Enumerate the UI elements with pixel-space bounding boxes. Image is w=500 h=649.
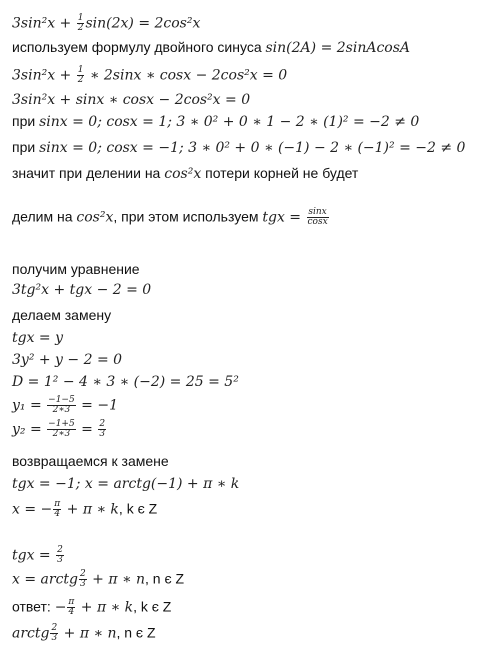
math-expression: 3tg²x + tgx − 2 = 0 bbox=[12, 282, 152, 298]
math-expression: − bbox=[54, 599, 67, 616]
solution-line bbox=[12, 308, 111, 324]
fraction-numerator: 2 bbox=[57, 545, 63, 555]
fraction-numerator: −1−5 bbox=[48, 395, 75, 405]
text-run: , k є Z bbox=[118, 500, 158, 517]
solution-line bbox=[12, 14, 200, 34]
fraction bbox=[47, 420, 76, 440]
text-run: , n є Z bbox=[145, 570, 185, 587]
text-run: , n є Z bbox=[116, 624, 156, 641]
math-expression: arctg bbox=[12, 625, 50, 642]
math-expression: cos²x bbox=[164, 166, 202, 182]
fraction bbox=[79, 570, 87, 590]
solution-line bbox=[12, 500, 157, 520]
solution-line bbox=[12, 40, 410, 56]
fraction-numerator: 2 bbox=[80, 569, 86, 579]
fraction-numerator: π bbox=[54, 499, 61, 509]
solution-line bbox=[12, 546, 65, 566]
solution-line bbox=[12, 330, 63, 346]
math-expression: tgx = bbox=[262, 209, 306, 226]
math-expression: sin(2x) = 2cos²x bbox=[85, 15, 201, 32]
math-expression: 3sin²x + sinx ∗ cosx − 2cos²x = 0 bbox=[12, 92, 251, 108]
text-run: используем формулу двойного синуса bbox=[12, 39, 266, 55]
fraction-denominator: 4 bbox=[68, 607, 75, 618]
solution-line bbox=[12, 282, 151, 298]
fraction-numerator: sinx bbox=[308, 207, 327, 217]
fraction-denominator: 2∗3 bbox=[52, 429, 71, 440]
solution-line bbox=[12, 374, 239, 390]
math-expression: 3y² + y − 2 = 0 bbox=[12, 352, 123, 368]
fraction-denominator: 3 bbox=[80, 579, 86, 590]
solution-line bbox=[12, 208, 330, 228]
fraction-numerator: −1+5 bbox=[48, 419, 75, 429]
math-expression: ∗ 2sinx ∗ cosx − 2cos²x = 0 bbox=[85, 67, 288, 84]
text-run: при bbox=[12, 139, 40, 155]
math-expression: + π ∗ k bbox=[62, 501, 119, 518]
fraction bbox=[53, 500, 61, 520]
math-expression: y₁ = bbox=[12, 397, 47, 414]
solution-line bbox=[12, 352, 122, 368]
text-run: получим уравнение bbox=[12, 261, 140, 277]
math-expression: 3sin²x + bbox=[12, 15, 76, 32]
solution-line bbox=[12, 598, 171, 618]
fraction bbox=[77, 14, 85, 34]
text-run: делаем замену bbox=[12, 307, 112, 323]
text-run: , при этом используем bbox=[113, 208, 263, 225]
solution-line bbox=[12, 420, 107, 440]
math-expression: tgx = y bbox=[12, 330, 64, 346]
solution-line bbox=[12, 166, 358, 182]
fraction-numerator: 2 bbox=[99, 419, 106, 429]
fraction-denominator: 4 bbox=[54, 509, 61, 520]
text-run: значит при делении на bbox=[12, 165, 165, 181]
math-expression: x = − bbox=[12, 501, 53, 518]
text-run: , k є Z bbox=[133, 598, 172, 615]
solution-line bbox=[12, 476, 239, 492]
fraction bbox=[56, 546, 64, 566]
math-expression: tgx = −1; x = arctg(−1) + π ∗ k bbox=[12, 476, 240, 492]
solution-line bbox=[12, 66, 287, 86]
text-run: потери корней не будет bbox=[201, 165, 359, 181]
math-expression: cos²x bbox=[76, 209, 114, 226]
solution-line bbox=[12, 454, 169, 470]
solution-line bbox=[12, 570, 184, 590]
fraction-denominator: cosx bbox=[307, 217, 328, 228]
solution-line bbox=[12, 140, 465, 156]
math-expression: 3sin²x + bbox=[12, 67, 76, 84]
solution-line bbox=[12, 396, 118, 416]
math-expression: = −1 bbox=[76, 397, 118, 414]
math-expression: = bbox=[76, 421, 98, 438]
math-expression: sin(2A) = 2sinAcosA bbox=[265, 40, 411, 56]
fraction-denominator: 2 bbox=[77, 75, 84, 86]
solution-line bbox=[12, 114, 419, 130]
solution-line bbox=[12, 92, 250, 108]
fraction bbox=[98, 420, 106, 440]
math-expression: + π ∗ k bbox=[76, 599, 134, 616]
text-run: ответ: bbox=[12, 598, 55, 615]
fraction bbox=[50, 624, 58, 644]
fraction bbox=[77, 66, 85, 86]
fraction-denominator: 3 bbox=[57, 555, 63, 566]
fraction-denominator: 3 bbox=[99, 429, 106, 440]
text-run: при bbox=[12, 113, 40, 129]
math-expression: sinx = 0; cosx = 1; 3 ∗ 0² + 0 ∗ 1 − 2 ∗ (1)² = −2 ≠ 0 bbox=[39, 114, 420, 130]
solution-line bbox=[12, 262, 140, 278]
fraction-numerator: 1 bbox=[77, 65, 84, 75]
fraction-denominator: 3 bbox=[51, 633, 58, 644]
fraction-numerator: 1 bbox=[77, 13, 84, 23]
math-expression: tgx = bbox=[12, 547, 56, 564]
fraction-denominator: 2∗3 bbox=[52, 405, 71, 416]
math-expression: + π ∗ n bbox=[59, 625, 117, 642]
math-expression: x = arctg bbox=[12, 571, 78, 588]
text-run: делим на bbox=[12, 208, 77, 225]
fraction-denominator: 2 bbox=[77, 23, 84, 34]
math-expression: D = 1² − 4 ∗ 3 ∗ (−2) = 25 = 5² bbox=[12, 374, 239, 390]
math-expression: y₂ = bbox=[12, 421, 47, 438]
fraction-numerator: 2 bbox=[51, 623, 58, 633]
fraction bbox=[307, 208, 329, 228]
fraction bbox=[67, 598, 75, 618]
fraction-numerator: π bbox=[68, 597, 75, 607]
fraction bbox=[47, 396, 76, 416]
math-expression: + π ∗ n bbox=[87, 571, 145, 588]
math-expression: sinx = 0; cosx = −1; 3 ∗ 0² + 0 ∗ (−1) − 2 ∗ (−1)² = −2 ≠ 0 bbox=[39, 140, 466, 156]
text-run: возвращаемся к замене bbox=[12, 453, 169, 469]
solution-line bbox=[12, 624, 156, 644]
